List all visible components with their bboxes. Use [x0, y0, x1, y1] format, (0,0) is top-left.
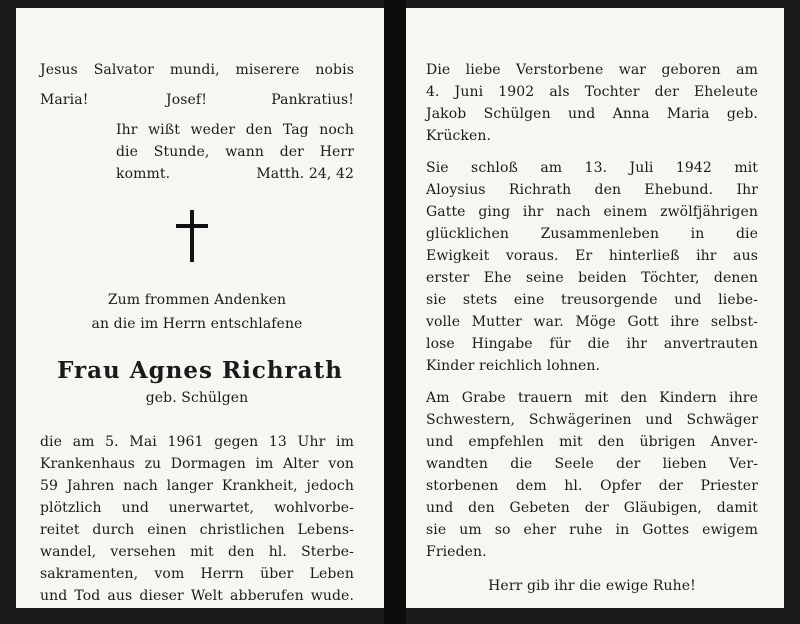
- body-line: reitet durch einen christlichen Lebens-: [40, 522, 354, 538]
- para3-line: und den Gebeten der Gläubigen, damit: [426, 500, 758, 516]
- para2-line: glücklichen Zusammenleben in die: [426, 226, 758, 242]
- deceased-name: Frau Agnes Richrath: [57, 357, 343, 384]
- para3-line: storbenen dem hl. Opfer der Priester: [426, 478, 758, 494]
- card-fold-gap: [384, 0, 406, 624]
- para1-last-line: Krücken.: [426, 128, 492, 144]
- quote-line-1: Ihr wißt weder den Tag noch: [116, 122, 354, 138]
- para2-line: sie stets eine treusorgende und liebe-: [426, 292, 758, 308]
- memorial-line-2: an die im Herrn entschlafene: [91, 316, 303, 332]
- para2-line: Aloysius Richrath den Ehebund. Ihr: [426, 182, 758, 198]
- saint-pankratius: Pankratius!: [271, 92, 354, 108]
- right-card-page: [406, 8, 784, 608]
- para2-line: volle Mutter war. Möge Gott ihre selbst-: [426, 314, 758, 330]
- para1-line: Die liebe Verstorbene war geboren am: [426, 62, 758, 78]
- para2-line: erster Ehe seine beiden Töchter, denen: [426, 270, 758, 286]
- quote-line-2: die Stunde, wann der Herr: [116, 144, 354, 160]
- body-line: Krankenhaus zu Dormagen im Alter von: [40, 456, 354, 472]
- cross-icon: [176, 210, 208, 262]
- body-line: die am 5. Mai 1961 gegen 13 Uhr im: [40, 434, 354, 450]
- body-line: und Tod aus dieser Welt abberufen wude.: [40, 588, 354, 604]
- quote-reference: Matth. 24, 42: [256, 166, 354, 182]
- para2-line: Ewigkeit voraus. Er hinterließ ihr aus: [426, 248, 758, 264]
- para2-line: Sie schloß am 13. Juli 1942 mit: [426, 160, 758, 176]
- para3-line: wandten die Seele der lieben Ver-: [426, 456, 758, 472]
- invocation-line: Jesus Salvator mundi, miserere nobis: [40, 62, 354, 78]
- para3-line: Am Grabe trauern mit den Kindern ihre: [426, 390, 758, 406]
- memorial-line-1: Zum frommen Andenken: [107, 292, 287, 308]
- body-line: sakramenten, vom Herrn über Leben: [40, 566, 354, 582]
- saint-josef: Josef!: [166, 92, 207, 108]
- body-line: plötzlich und unerwartet, wohlvorbe-: [40, 500, 354, 516]
- body-line: wandel, versehen mit den hl. Sterbe-: [40, 544, 354, 560]
- para1-line: 4. Juni 1902 als Tochter der Eheleute: [426, 84, 758, 100]
- para2-line: Gatte ging ihr nach einem zwölfjährigen: [426, 204, 758, 220]
- para2-last-line: Kinder reichlich lohnen.: [426, 358, 601, 374]
- para3-line: und empfehlen mit den übrigen Anver-: [426, 434, 758, 450]
- left-card-page: [16, 8, 384, 608]
- closing-prayer: Herr gib ihr die ewige Ruhe!: [488, 578, 696, 594]
- para3-line: Schwestern, Schwägerinen und Schwäger: [426, 412, 758, 428]
- quote-last-word: kommt.: [116, 166, 171, 182]
- para2-line: lose Hingabe für die ihr anvertrauten: [426, 336, 758, 352]
- para1-line: Jakob Schülgen und Anna Maria geb.: [426, 106, 758, 122]
- para3-line: sie um so eher ruhe in Gottes ewigem: [426, 522, 758, 538]
- saint-maria: Maria!: [40, 92, 89, 108]
- body-line: 59 Jahren nach langer Krankheit, jedoch: [40, 478, 354, 494]
- maiden-name: geb. Schülgen: [145, 390, 249, 406]
- para3-last-line: Frieden.: [426, 544, 487, 560]
